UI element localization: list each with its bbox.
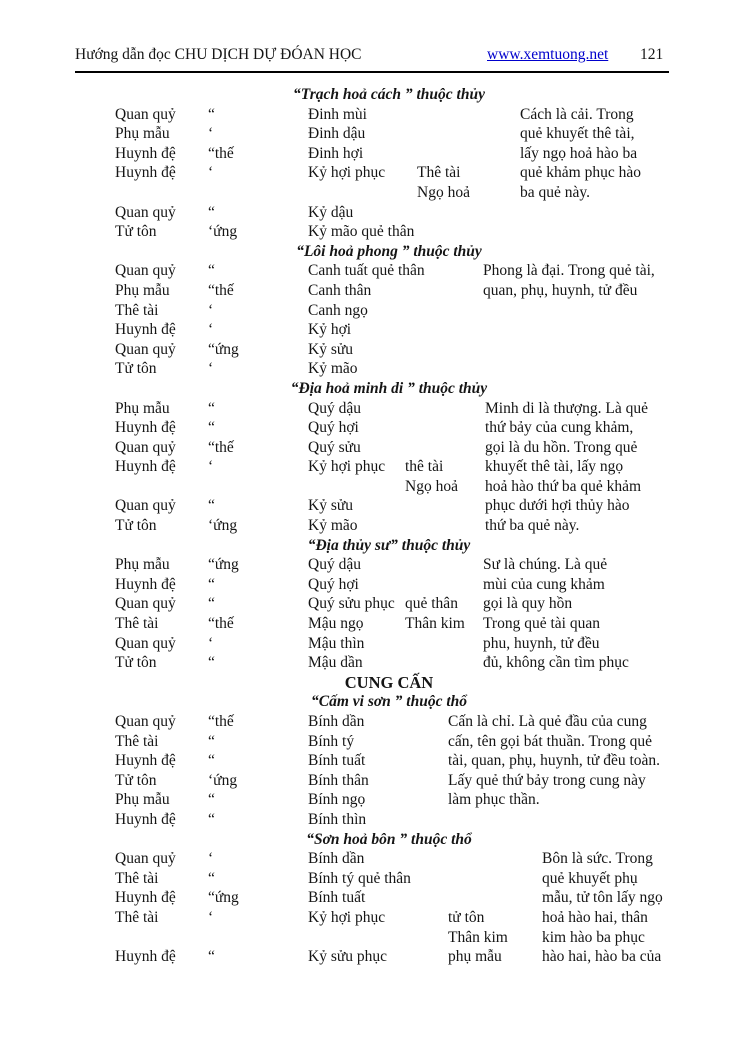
cell-luc-than: Phụ mẫu	[115, 556, 170, 574]
cell-can-chi: Mậu dần	[308, 654, 363, 672]
table-row	[0, 614, 744, 634]
cell-can-chi: Quý hợi	[308, 419, 359, 437]
cell-can-chi: Canh thân	[308, 281, 372, 299]
cell-commentary: gọi là du hồn. Trong quẻ	[485, 438, 638, 456]
hexagram-section-dia-hoa-minh-di	[0, 379, 744, 536]
cell-commentary: Trong quẻ tài quan	[483, 615, 600, 633]
cell-commentary: Phong là đại. Trong quẻ tài,	[483, 262, 655, 280]
cell-ditto-mark: “	[208, 732, 215, 750]
cell-can-chi: Bính dần	[308, 850, 365, 868]
cell-can-chi: Kỷ sửu phục	[308, 948, 388, 966]
cell-phuc-than: Ngọ hoả	[417, 183, 470, 201]
website-link[interactable]: www.xemtuong.net	[487, 46, 609, 63]
table-row	[0, 771, 744, 791]
cell-commentary: cấn, tên gọi bát thuần. Trong quẻ	[448, 732, 653, 750]
cell-commentary: kim hào ba phục	[542, 928, 645, 946]
cell-ditto-mark: ‘	[208, 634, 214, 652]
table-row	[0, 594, 744, 614]
cell-luc-than: Huynh đệ	[115, 752, 176, 770]
cell-phuc-than: Thê tài	[417, 164, 461, 182]
cell-luc-than: Huynh đệ	[115, 321, 176, 339]
cell-ditto-mark: ‘	[208, 908, 214, 926]
table-row	[0, 438, 744, 458]
cell-ditto-mark: “thế	[208, 713, 234, 730]
cell-ditto-mark: “thế	[208, 438, 234, 456]
cell-can-chi: Quý dậu	[308, 399, 361, 417]
cell-luc-than: Quan quỷ	[115, 634, 176, 652]
table-row	[0, 790, 744, 810]
cell-commentary: khuyết thê tài, lấy ngọ	[485, 458, 624, 476]
table-row	[0, 908, 744, 928]
cell-commentary: gọi là quy hồn	[483, 595, 573, 613]
cell-can-chi: Quý sửu	[308, 438, 361, 456]
cell-phuc-than: tử tôn	[448, 908, 485, 926]
cell-ditto-mark: “thế	[208, 615, 234, 633]
cell-ditto-mark: ‘	[208, 850, 214, 868]
cell-commentary: mẫu, tử tôn lấy ngọ	[542, 889, 663, 907]
cell-can-chi: Mậu thìn	[308, 634, 365, 652]
cell-commentary: Sư là chúng. Là quẻ	[483, 556, 608, 574]
page-number: 121	[640, 46, 664, 63]
cell-commentary: lấy ngọ hoả hào ba	[520, 144, 638, 162]
cell-luc-than: Quan quỷ	[115, 262, 176, 280]
cell-can-chi: Quý hợi	[308, 575, 359, 593]
cell-luc-than: Thê tài	[115, 732, 159, 750]
section-title-text: “Cấm vi sơn ” thuộc thổ	[310, 693, 468, 711]
table-row	[0, 751, 744, 771]
cell-commentary: thứ ba quẻ này.	[485, 517, 580, 535]
header-divider	[75, 71, 669, 73]
section-title-text: “Địa thủy sư” thuộc thủy	[307, 536, 471, 554]
cell-can-chi: Kỷ dậu	[308, 203, 354, 221]
cell-commentary: Bôn là sức. Trong	[542, 850, 653, 868]
cell-ditto-mark: “ứng	[208, 556, 239, 574]
table-row	[0, 810, 744, 830]
hexagram-section-loi-hoa-phong	[0, 242, 744, 379]
cell-ditto-mark: ‘ứng	[208, 223, 238, 241]
cell-commentary: mùi của cung khảm	[483, 575, 605, 593]
cell-can-chi: Kỷ mão	[308, 517, 358, 535]
hexagram-section-dia-thuy-su	[0, 536, 744, 673]
cell-luc-than: Huynh đệ	[115, 810, 176, 828]
section-title-text: “Trạch hoả cách ” thuộc thủy	[293, 86, 485, 103]
cell-phuc-than: Thân kim	[405, 615, 465, 633]
cell-luc-than: Huynh đệ	[115, 575, 176, 593]
cell-can-chi: Canh ngọ	[308, 301, 368, 319]
cell-luc-than: Tử tôn	[115, 517, 157, 535]
section-title-text: “Sơn hoả bôn ” thuộc thổ	[306, 830, 472, 848]
cell-phuc-than: Thân kim	[448, 928, 508, 946]
cell-can-chi: Đinh dậu	[308, 125, 366, 143]
table-row	[0, 105, 744, 125]
table-row	[0, 516, 744, 536]
cell-ditto-mark: ‘ứng	[208, 517, 238, 535]
cell-phuc-than: phụ mẫu	[448, 948, 502, 966]
table-row	[0, 399, 744, 419]
cung-heading	[0, 673, 744, 693]
table-row	[0, 575, 744, 595]
hexagram-section-cam-vi-son	[0, 692, 744, 829]
cell-can-chi: Kỷ hợi phục	[308, 164, 386, 182]
table-row	[0, 555, 744, 575]
table-row	[0, 457, 744, 477]
cell-luc-than: Huynh đệ	[115, 144, 176, 162]
cung-heading-text: CUNG CẤN	[344, 672, 434, 692]
cell-commentary: hào hai, hào ba của	[542, 948, 662, 966]
cell-commentary: đủ, không cần tìm phục	[483, 654, 629, 672]
cell-luc-than: Thê tài	[115, 908, 159, 926]
cell-phuc-than: thê tài	[405, 458, 444, 476]
cell-can-chi: Bính tuất	[308, 752, 366, 770]
cell-luc-than: Quan quỷ	[115, 497, 176, 515]
cell-commentary: Lấy quẻ thứ bảy trong cung này	[448, 771, 646, 789]
section-title	[0, 85, 744, 105]
cell-luc-than: Huynh đệ	[115, 948, 176, 966]
cell-can-chi: Kỷ mão quẻ thân	[308, 223, 415, 241]
cell-ditto-mark: ‘	[208, 360, 214, 378]
cell-luc-than: Quan quỷ	[115, 595, 176, 613]
section-title	[0, 379, 744, 399]
table-row	[0, 222, 744, 242]
cell-phuc-than: Ngọ hoả	[405, 477, 458, 495]
cell-can-chi: Quý sửu phục	[308, 595, 395, 613]
cell-luc-than: Tử tôn	[115, 223, 157, 241]
cell-can-chi: Bính tý quẻ thân	[308, 869, 411, 887]
cell-commentary: quẻ khảm phục hào	[520, 164, 641, 182]
cell-ditto-mark: “	[208, 791, 215, 809]
table-row	[0, 281, 744, 301]
cell-luc-than: Thê tài	[115, 301, 159, 319]
table-row	[0, 928, 744, 948]
cell-ditto-mark: “	[208, 654, 215, 672]
cell-can-chi: Kỷ sửu	[308, 497, 354, 515]
cell-ditto-mark: “	[208, 419, 215, 437]
cell-ditto-mark: ‘ứng	[208, 771, 238, 789]
section-title-text: “Địa hoả minh di ” thuộc thủy	[290, 379, 488, 397]
cell-ditto-mark: “	[208, 948, 215, 966]
cell-can-chi: Mậu ngọ	[308, 615, 364, 633]
section-title	[0, 242, 744, 262]
cell-commentary: Cấn là chỉ. Là quẻ đầu của cung	[448, 713, 647, 730]
hexagram-section-trach-hoa-cach	[0, 85, 744, 242]
table-row	[0, 320, 744, 340]
page-content	[0, 85, 744, 967]
cell-can-chi: Kỷ mão	[308, 360, 358, 378]
table-row	[0, 496, 744, 516]
table-row	[0, 849, 744, 869]
cell-ditto-mark: ‘	[208, 125, 214, 143]
cell-ditto-mark: ‘	[208, 321, 214, 339]
cell-commentary: Cách là cải. Trong	[520, 105, 634, 123]
table-row	[0, 418, 744, 438]
section-title-text: “Lôi hoả phong ” thuộc thủy	[296, 242, 482, 260]
cell-ditto-mark: “ứng	[208, 889, 239, 907]
cell-commentary: hoả hào thứ ba quẻ khảm	[485, 477, 642, 495]
cell-commentary: quan, phụ, huynh, tử đều	[483, 281, 638, 299]
hexagram-section-son-hoa-bon	[0, 830, 744, 967]
cell-ditto-mark: “	[208, 595, 215, 613]
cell-ditto-mark: ‘	[208, 301, 214, 319]
cell-can-chi: Bính thân	[308, 771, 369, 789]
cell-luc-than: Tử tôn	[115, 771, 157, 789]
cell-luc-than: Thê tài	[115, 615, 159, 633]
cell-can-chi: Đinh hợi	[308, 144, 364, 162]
cell-ditto-mark: “	[208, 869, 215, 887]
cell-luc-than: Tử tôn	[115, 360, 157, 378]
cell-luc-than: Huynh đệ	[115, 889, 176, 907]
section-title	[0, 830, 744, 850]
cell-luc-than: Huynh đệ	[115, 458, 176, 476]
cell-ditto-mark: “	[208, 203, 215, 221]
cell-luc-than: Quan quỷ	[115, 203, 176, 221]
cell-ditto-mark: ‘	[208, 458, 214, 476]
cell-can-chi: Kỷ hợi	[308, 321, 352, 339]
cell-commentary: ba quẻ này.	[520, 183, 591, 201]
cell-luc-than: Quan quỷ	[115, 340, 176, 358]
table-row	[0, 124, 744, 144]
table-row	[0, 634, 744, 654]
cell-can-chi: Đinh mùi	[308, 105, 367, 123]
table-row	[0, 869, 744, 889]
cell-ditto-mark: ‘	[208, 164, 214, 182]
table-row	[0, 712, 744, 732]
cell-luc-than: Thê tài	[115, 869, 159, 887]
cell-commentary: quẻ khuyết phụ	[542, 869, 638, 887]
table-row	[0, 477, 744, 497]
cell-can-chi: Bính ngọ	[308, 791, 366, 809]
cell-commentary: phu, huynh, tử đều	[483, 634, 600, 652]
table-row	[0, 301, 744, 321]
cell-ditto-mark: “thế	[208, 281, 234, 299]
table-row	[0, 144, 744, 164]
cell-can-chi: Quý dậu	[308, 556, 361, 574]
cell-can-chi: Bính tuất	[308, 889, 366, 907]
cell-luc-than: Huynh đệ	[115, 419, 176, 437]
cell-luc-than: Phụ mẫu	[115, 791, 170, 809]
cell-luc-than: Phụ mẫu	[115, 281, 170, 299]
table-row	[0, 732, 744, 752]
cell-can-chi: Kỷ hợi phục	[308, 908, 386, 926]
page-header-title: Hướng dẫn đọc CHU DỊCH DỰ ĐÓAN HỌC	[75, 46, 362, 63]
cell-ditto-mark: “	[208, 497, 215, 515]
cell-ditto-mark: “thế	[208, 144, 234, 162]
table-row	[0, 653, 744, 673]
cell-commentary: phục dưới hợi thủy hào	[485, 497, 630, 515]
table-row	[0, 203, 744, 223]
table-row	[0, 340, 744, 360]
cell-ditto-mark: “	[208, 752, 215, 770]
cell-luc-than: Tử tôn	[115, 654, 157, 672]
cell-commentary: thứ bảy của cung khảm,	[485, 419, 634, 437]
cell-commentary: tài, quan, phụ, huynh, tử đều toàn.	[448, 752, 661, 770]
table-row	[0, 359, 744, 379]
cell-luc-than: Quan quỷ	[115, 850, 176, 868]
cell-commentary: làm phục thần.	[448, 791, 540, 809]
cell-luc-than: Quan quỷ	[115, 713, 176, 730]
cell-ditto-mark: “	[208, 575, 215, 593]
table-row	[0, 163, 744, 183]
cell-luc-than: Quan quỷ	[115, 438, 176, 456]
section-title	[0, 692, 744, 712]
table-row	[0, 888, 744, 908]
cell-can-chi: Kỷ sửu	[308, 340, 354, 358]
cell-can-chi: Kỷ hợi phục	[308, 458, 386, 476]
cell-ditto-mark: “ứng	[208, 340, 239, 358]
table-row	[0, 183, 744, 203]
cell-ditto-mark: “	[208, 399, 215, 417]
cell-commentary: quẻ khuyết thê tài,	[520, 125, 635, 143]
cell-ditto-mark: “	[208, 262, 215, 280]
cell-can-chi: Bính dần	[308, 713, 365, 730]
cell-phuc-than: quẻ thân	[405, 595, 458, 613]
cell-can-chi: Canh tuất quẻ thân	[308, 262, 425, 280]
cell-luc-than: Huynh đệ	[115, 164, 176, 182]
cell-ditto-mark: “	[208, 105, 215, 123]
cell-can-chi: Bính tý	[308, 732, 355, 750]
cell-can-chi: Bính thìn	[308, 810, 367, 828]
cell-ditto-mark: “	[208, 810, 215, 828]
section-title	[0, 536, 744, 556]
cell-luc-than: Quan quỷ	[115, 105, 176, 123]
table-row	[0, 261, 744, 281]
cell-luc-than: Phụ mẫu	[115, 125, 170, 143]
table-row	[0, 947, 744, 967]
cell-commentary: hoả hào hai, thân	[542, 908, 648, 926]
cell-commentary: Minh di là thượng. Là quẻ	[485, 399, 648, 417]
cell-luc-than: Phụ mẫu	[115, 399, 170, 417]
